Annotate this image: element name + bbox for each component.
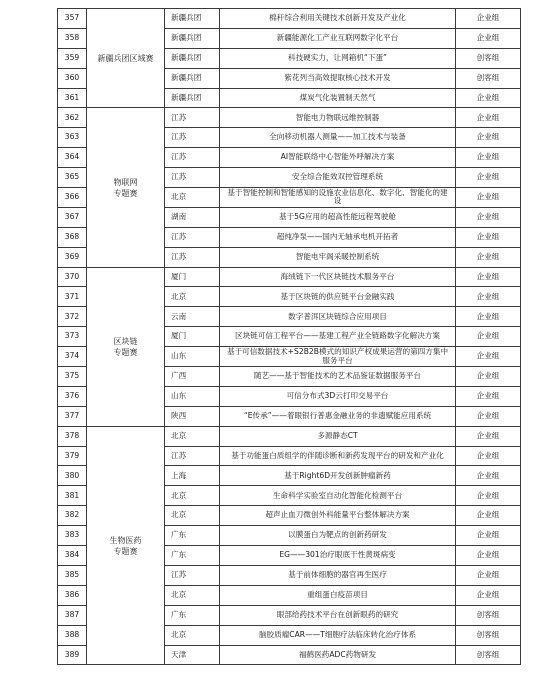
region-cell: 江苏 — [165, 128, 220, 148]
category-cell: 企业组 — [456, 9, 521, 29]
region-cell: 江苏 — [165, 108, 220, 128]
region-cell: 新疆兵团 — [165, 28, 220, 48]
project-name-cell: 智能电力物联远维控制器 — [220, 108, 456, 128]
row-number: 385 — [58, 565, 87, 585]
row-number: 363 — [58, 128, 87, 148]
row-number: 376 — [58, 386, 87, 406]
category-cell: 企业组 — [456, 108, 521, 128]
category-cell: 企业组 — [456, 188, 521, 208]
category-cell: 企业组 — [456, 307, 521, 327]
region-cell: 北京 — [165, 426, 220, 446]
region-cell: 云南 — [165, 307, 220, 327]
category-cell: 企业组 — [456, 446, 521, 466]
row-number: 386 — [58, 585, 87, 605]
table-row — [58, 108, 521, 128]
project-name-cell: 基于区块链的供应链平台金融实践 — [220, 287, 456, 307]
project-name-cell: 基于Right6D开发创新肿瘤新药 — [220, 466, 456, 486]
category-cell: 企业组 — [456, 526, 521, 546]
row-number: 368 — [58, 227, 87, 247]
table-body — [58, 9, 521, 665]
project-name-cell: 超纯净泵——国内无轴承电机开拓者 — [220, 227, 456, 247]
category-cell: 企业组 — [456, 128, 521, 148]
region-cell: 新疆兵团 — [165, 68, 220, 88]
project-name-cell: 福鹤医药ADC药物研发 — [220, 645, 456, 665]
project-list-table — [57, 8, 521, 665]
row-number: 366 — [58, 188, 87, 208]
table-row — [58, 9, 521, 29]
region-cell: 新疆兵团 — [165, 48, 220, 68]
region-cell: 北京 — [165, 287, 220, 307]
row-number: 367 — [58, 207, 87, 227]
category-cell: 企业组 — [456, 386, 521, 406]
category-cell: 企业组 — [456, 327, 521, 347]
project-name-cell: 基于可信数据技术+S2B2B模式的知识产权成果运营的第四方集中服务平台 — [220, 347, 456, 367]
region-cell: 广东 — [165, 526, 220, 546]
category-cell: 创客组 — [456, 605, 521, 625]
row-number: 371 — [58, 287, 87, 307]
competition-group-cell — [87, 426, 165, 665]
row-number: 389 — [58, 645, 87, 665]
competition-group-line: 区块链 — [113, 336, 138, 346]
table-row — [58, 267, 521, 287]
region-cell: 江苏 — [165, 168, 220, 188]
project-name-cell: AI智能联络中心智能外呼解决方案 — [220, 148, 456, 168]
row-number: 381 — [58, 486, 87, 506]
project-name-cell: 基于5G应用的超高性能远程驾驶舱 — [220, 207, 456, 227]
region-cell: 厦门 — [165, 267, 220, 287]
project-name-cell: 基于前体细胞的器官再生医疗 — [220, 565, 456, 585]
row-number: 358 — [58, 28, 87, 48]
category-cell: 创客组 — [456, 625, 521, 645]
project-name-cell: 新疆能源化工产业互联网数字化平台 — [220, 28, 456, 48]
competition-group-cell — [87, 267, 165, 426]
project-name-cell: 眼部给药技术平台在创新眼药的研究 — [220, 605, 456, 625]
competition-group-cell: 新疆兵团区域赛 — [87, 9, 165, 108]
competition-group-line: 专题赛 — [113, 546, 138, 556]
row-number: 382 — [58, 506, 87, 526]
category-cell: 企业组 — [456, 486, 521, 506]
region-cell: 湖南 — [165, 207, 220, 227]
project-name-cell: 区块链可信工程平台——基建工程产业全链路数字化解决方案 — [220, 327, 456, 347]
category-cell: 企业组 — [456, 267, 521, 287]
competition-group-line: 生物医药 — [109, 535, 142, 545]
row-number: 372 — [58, 307, 87, 327]
category-cell: 企业组 — [456, 506, 521, 526]
row-number: 364 — [58, 148, 87, 168]
category-cell: 企业组 — [456, 466, 521, 486]
competition-group-line: 物联网 — [113, 177, 138, 187]
project-name-cell: 全向移动机器人测量——加工技术与装备 — [220, 128, 456, 148]
region-cell: 北京 — [165, 506, 220, 526]
project-name-cell: 紫花列当高效提取核心技术开发 — [220, 68, 456, 88]
project-name-cell: 煤炭气化装置制天然气 — [220, 88, 456, 108]
category-cell: 企业组 — [456, 287, 521, 307]
row-number: 378 — [58, 426, 87, 446]
region-cell: 广东 — [165, 546, 220, 566]
category-cell: 创客组 — [456, 48, 521, 68]
category-cell: 企业组 — [456, 565, 521, 585]
project-name-cell: 可信分布式3D云打印交易平台 — [220, 386, 456, 406]
row-number: 374 — [58, 347, 87, 367]
project-name-cell: 棉秆综合利用关键技术创新开发及产业化 — [220, 9, 456, 29]
project-name-cell: 基于智能控制和智能感知的设施农业信息化、数字化、智能化的建设 — [220, 188, 456, 208]
region-cell: 山东 — [165, 386, 220, 406]
category-cell: 企业组 — [456, 28, 521, 48]
category-cell: 创客组 — [456, 645, 521, 665]
region-cell: 上海 — [165, 466, 220, 486]
region-cell: 江苏 — [165, 148, 220, 168]
region-cell: 江苏 — [165, 446, 220, 466]
row-number: 357 — [58, 9, 87, 29]
project-name-cell: 以膜蛋白为靶点的创新药研发 — [220, 526, 456, 546]
project-name-cell: 重组蛋白疫苗项目 — [220, 585, 456, 605]
region-cell: 北京 — [165, 188, 220, 208]
project-name-cell: “E传承”——着眼银行普惠金融业务的非遗赋能应用系统 — [220, 406, 456, 426]
row-number: 380 — [58, 466, 87, 486]
region-cell: 北京 — [165, 585, 220, 605]
row-number: 360 — [58, 68, 87, 88]
row-number: 388 — [58, 625, 87, 645]
project-name-cell: 科技硬实力，让网箱机“下蛋” — [220, 48, 456, 68]
row-number: 373 — [58, 327, 87, 347]
region-cell: 陕西 — [165, 406, 220, 426]
table-row — [58, 426, 521, 446]
region-cell: 江苏 — [165, 247, 220, 267]
region-cell: 新疆兵团 — [165, 88, 220, 108]
row-number: 375 — [58, 367, 87, 387]
category-cell: 企业组 — [456, 148, 521, 168]
row-number: 361 — [58, 88, 87, 108]
row-number: 369 — [58, 247, 87, 267]
region-cell: 北京 — [165, 625, 220, 645]
region-cell: 北京 — [165, 486, 220, 506]
row-number: 365 — [58, 168, 87, 188]
project-name-cell: 安全综合能效双控管理系统 — [220, 168, 456, 188]
category-cell: 创客组 — [456, 68, 521, 88]
competition-group-cell — [87, 108, 165, 267]
region-cell: 天津 — [165, 645, 220, 665]
row-number: 359 — [58, 48, 87, 68]
row-number: 362 — [58, 108, 87, 128]
row-number: 384 — [58, 546, 87, 566]
category-cell: 企业组 — [456, 406, 521, 426]
region-cell: 江苏 — [165, 565, 220, 585]
category-cell: 企业组 — [456, 168, 521, 188]
project-name-cell: 超声止血刀微创外科能量平台整体解决方案 — [220, 506, 456, 526]
category-cell: 企业组 — [456, 426, 521, 446]
project-list-table-wrapper — [57, 8, 520, 665]
region-cell: 新疆兵团 — [165, 9, 220, 29]
region-cell: 广西 — [165, 367, 220, 387]
row-number: 383 — [58, 526, 87, 546]
row-number: 370 — [58, 267, 87, 287]
project-name-cell: 多源静态CT — [220, 426, 456, 446]
category-cell: 企业组 — [456, 347, 521, 367]
region-cell: 厦门 — [165, 327, 220, 347]
competition-group-line: 专题赛 — [113, 188, 138, 198]
category-cell: 企业组 — [456, 88, 521, 108]
project-name-cell: 基于功能蛋白质组学的伴随诊断和新药发现平台的研发和产业化 — [220, 446, 456, 466]
category-cell: 企业组 — [456, 207, 521, 227]
category-cell: 企业组 — [456, 227, 521, 247]
category-cell: 企业组 — [456, 585, 521, 605]
project-name-cell: 生命科学实验室自动化智能化检测平台 — [220, 486, 456, 506]
category-cell: 企业组 — [456, 367, 521, 387]
region-cell: 山东 — [165, 347, 220, 367]
row-number: 379 — [58, 446, 87, 466]
region-cell: 江苏 — [165, 227, 220, 247]
region-cell: 广东 — [165, 605, 220, 625]
project-name-cell: 随艺——基于智能技术的艺术品鉴证数据服务平台 — [220, 367, 456, 387]
category-cell: 企业组 — [456, 546, 521, 566]
project-name-cell: 脑胶质瘤CAR——T细胞疗法临床转化治疗体系 — [220, 625, 456, 645]
project-name-cell: 智能电牢阁采暖控制系统 — [220, 247, 456, 267]
row-number: 387 — [58, 605, 87, 625]
project-name-cell: 数字普洱区块链综合应用项目 — [220, 307, 456, 327]
category-cell: 企业组 — [456, 247, 521, 267]
row-number: 377 — [58, 406, 87, 426]
project-name-cell: EG——301治疗眼底干性黄斑病变 — [220, 546, 456, 566]
competition-group-line: 专题赛 — [113, 347, 138, 357]
project-name-cell: 海绒链下一代区块链技术服务平台 — [220, 267, 456, 287]
